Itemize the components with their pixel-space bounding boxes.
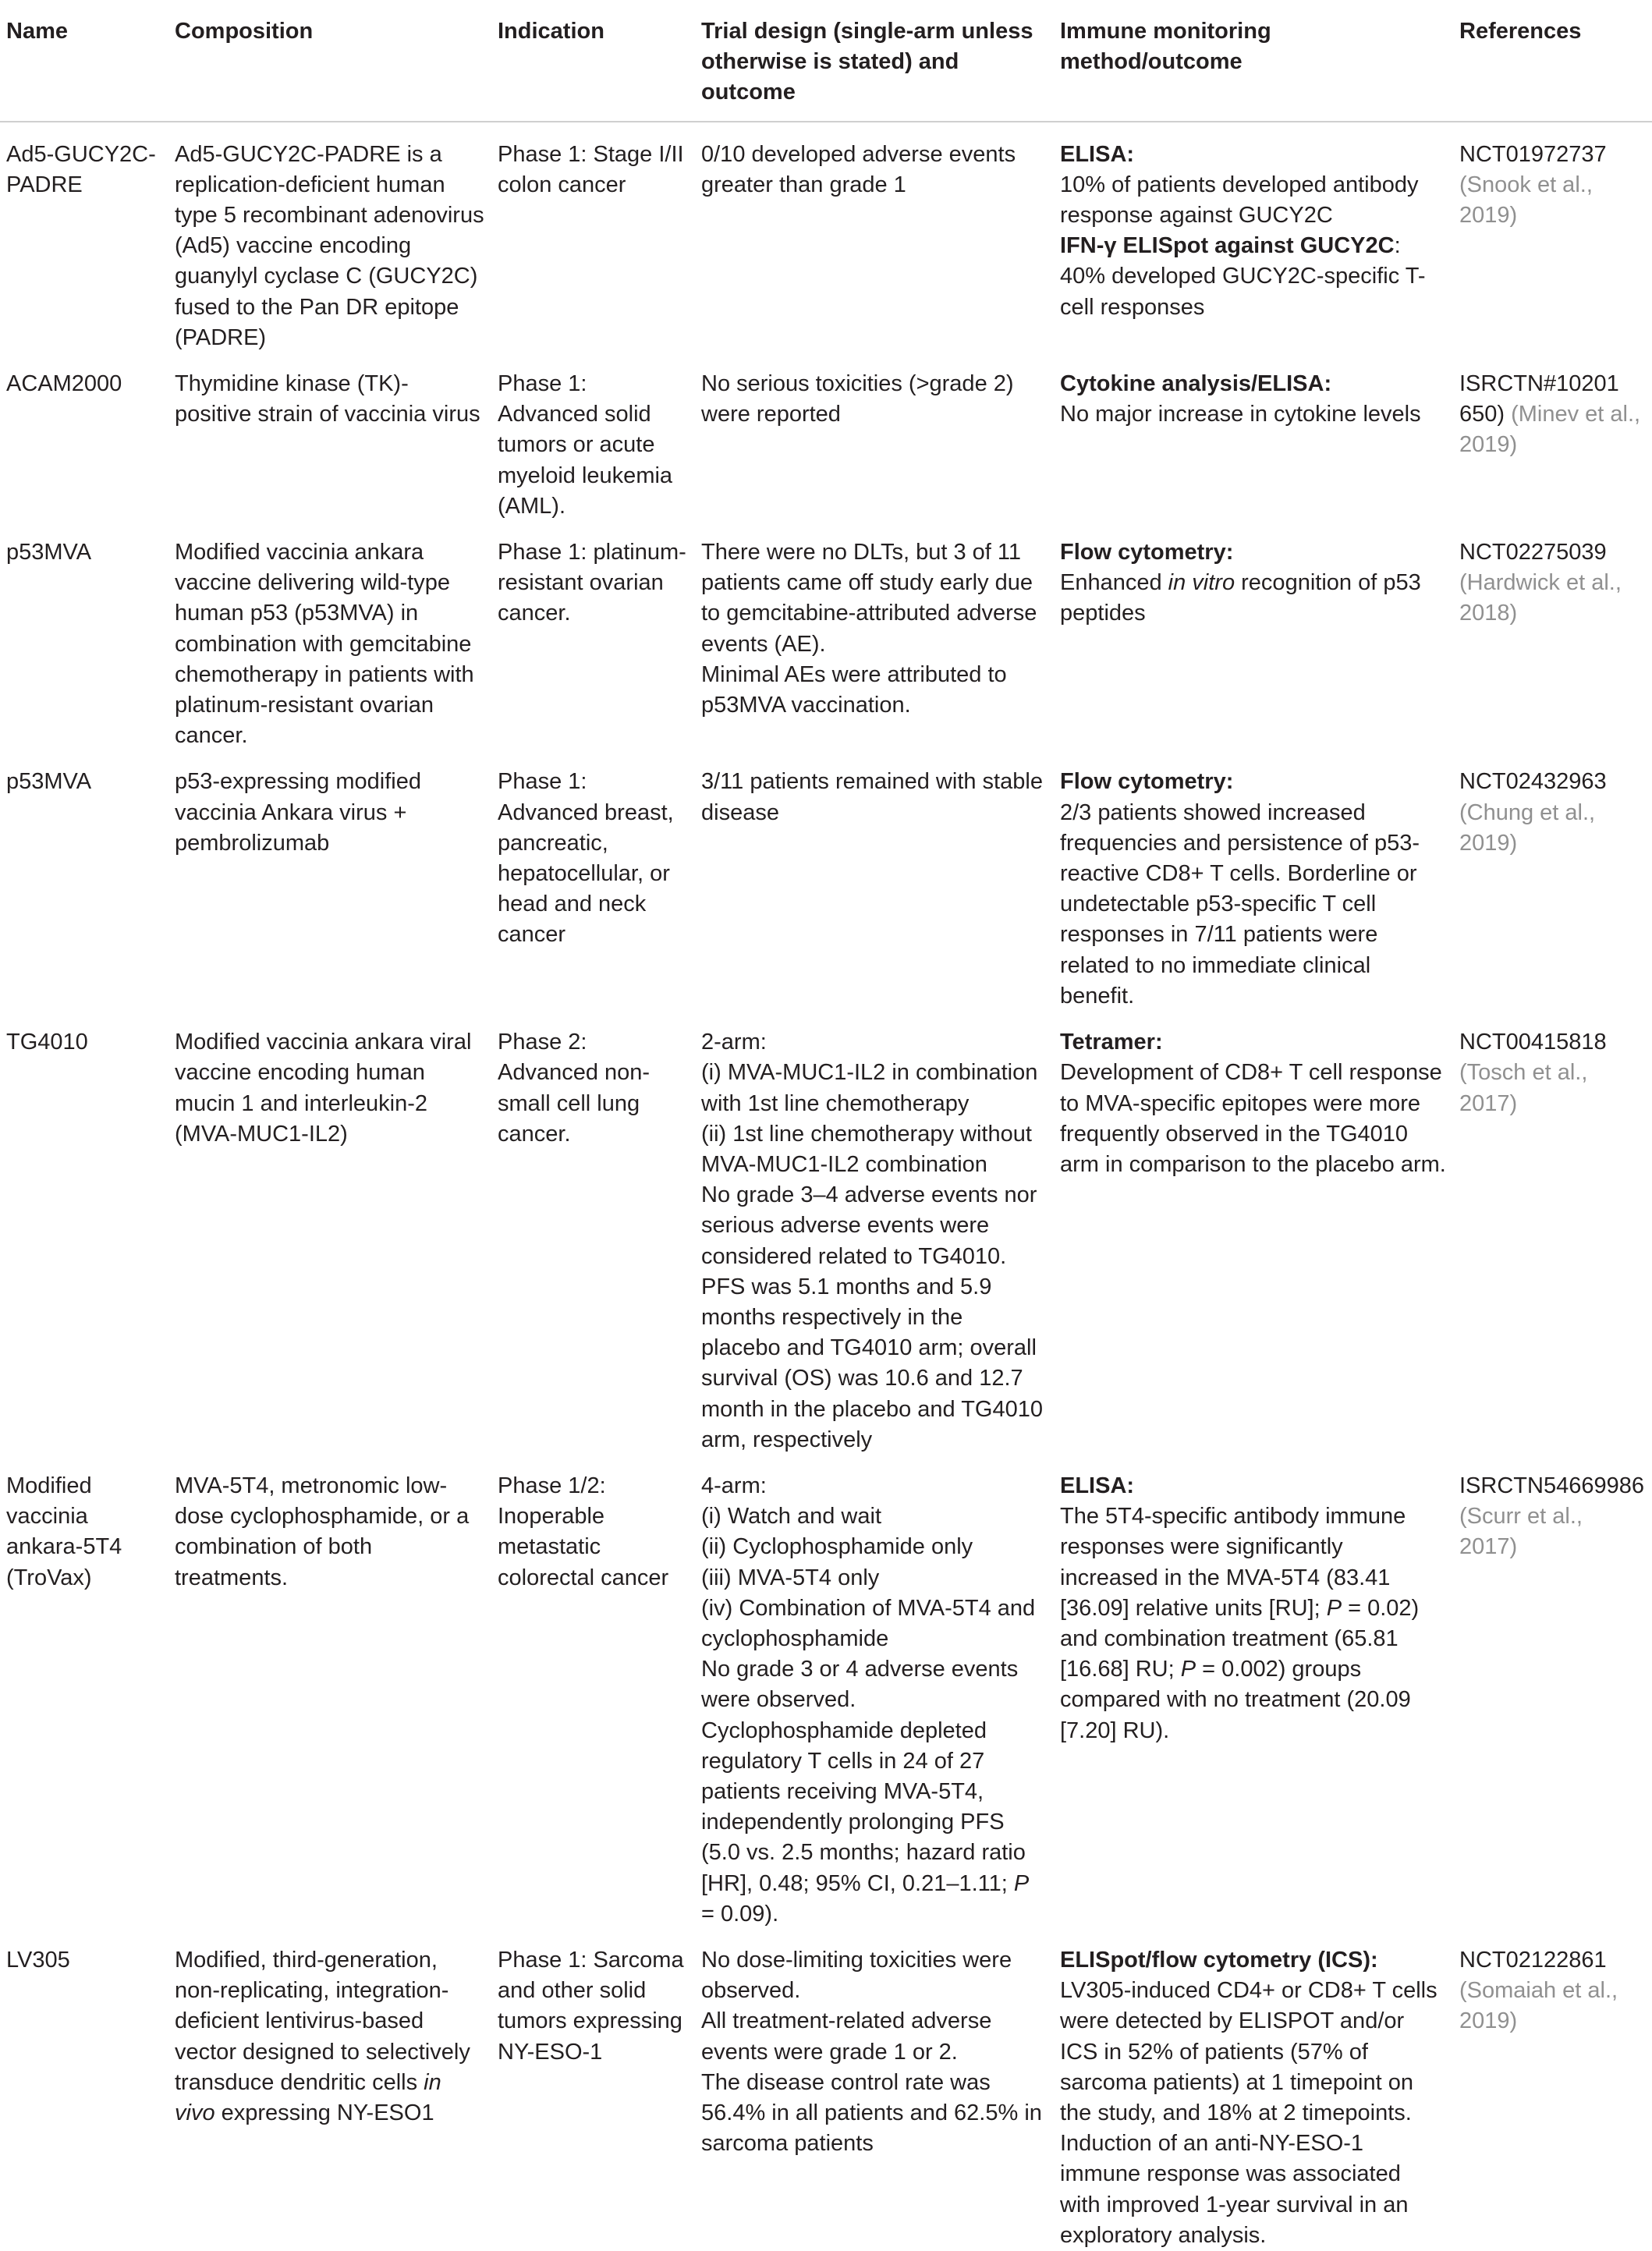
trial-design-text: No dose-limiting toxicities were observed. [701,1947,1012,2004]
trial-design-text: (i) MVA-MUC1-IL2 in combination with 1st line chemotherapy [701,1060,1038,1116]
trial-design-text: PFS was 5.1 months and 5.9 months respectively in the placebo and TG4010 arm; overall survival (OS) was 10.6 and 12.7 month in the placebo and TG4010 arm, respectively [701,1274,1044,1452]
trial-design-paragraph [701,767,1048,828]
cell-immune-monitoring [1054,1012,1453,1455]
reference-id: NCT02122861 [1459,1947,1607,1973]
clinical-trials-table [0,12,1652,2251]
cell-composition [168,522,491,751]
immune-paragraph [1060,1058,1447,1180]
trial-design-paragraph [701,1716,1048,1930]
immune-text: Development of CD8+ T cell response to MVA-specific epitopes were more frequently observed in the TG4010 arm in comparison to the placebo arm. [1060,1060,1446,1177]
trial-design-paragraph [701,1471,1048,1501]
immune-paragraph [1060,1976,1447,2129]
reference-citation-link[interactable]: (Somaiah et al., 2019) [1459,1978,1618,2034]
column-header-trial-design: Trial design (single-arm unless otherwise is stated) and outcome [695,12,1054,122]
indication-text: Phase 1: Advanced solid tumors or acute myeloid leukemia (AML). [498,371,673,519]
cell-immune-monitoring [1054,122,1453,353]
cell-immune-monitoring [1054,1455,1453,1930]
cell-trial-design [695,751,1054,1012]
immune-paragraph [1060,1945,1447,1976]
trial-design-text: 2-arm: [701,1030,767,1055]
immune-text: Enhanced [1060,570,1168,596]
immune-text: ELISA: [1060,141,1135,167]
cell-immune-monitoring [1054,1930,1453,2251]
immune-text: = 0.02) and combination treatment (65.81 [16.68] RU; [1060,1595,1420,1682]
cell-trial-design [695,1930,1054,2251]
cell-composition [168,1930,491,2251]
cell-composition [168,751,491,1012]
immune-paragraph [1060,798,1447,1012]
immune-text: Flow cytometry: [1060,540,1234,565]
reference-citation-link[interactable]: (Hardwick et al., 2018) [1459,570,1622,626]
table-row [0,1455,1652,1930]
cell-trial-design [695,522,1054,751]
immune-text: = 0.002) groups compared with no treatment (20.09 [7.20] RU). [1060,1657,1411,1743]
immune-paragraph [1060,369,1447,399]
composition-paragraph [175,1945,485,2129]
cell-immune-monitoring [1054,353,1453,522]
table-row [0,353,1652,522]
immune-text: Cytokine analysis/ELISA: [1060,371,1332,397]
indication-paragraph [498,1027,689,1150]
trial-design-text: Cyclophosphamide depleted regulatory T cells in 24 of 27 patients receiving MVA-5T4, independently prolonging PFS (5.0 vs. 2.5 months; hazard ratio [HR], 0.48; 95% CI, 0.21–1.11; [701,1717,1026,1896]
cell-references [1453,122,1652,353]
trial-design-text: No serious toxicities (>grade 2) were reported [701,371,1014,427]
composition-text: p53-expressing modified vaccinia Ankara virus + pembrolizumab [175,769,421,856]
name-text: p53MVA [6,540,92,565]
immune-text: Tetramer: [1060,1030,1163,1055]
trial-design-text: (ii) 1st line chemotherapy without MVA-MUC1-IL2 combination [701,1121,1032,1177]
trial-design-text: (iv) Combination of MVA-5T4 and cyclophosphamide [701,1595,1036,1651]
name-text: TG4010 [6,1030,88,1055]
indication-paragraph [498,1471,689,1593]
reference-id: NCT00415818 [1459,1030,1607,1055]
trial-design-paragraph [701,1593,1048,1654]
trial-design-paragraph [701,2006,1048,2067]
cell-name [0,522,168,751]
composition-paragraph [175,767,485,859]
cell-name [0,122,168,353]
cell-name [0,1455,168,1930]
trial-design-text: The disease control rate was 56.4% in all patients and 62.5% in sarcoma patients [701,2069,1042,2157]
column-header-indication: Indication [491,12,695,122]
composition-paragraph [175,369,485,430]
reference-citation-link[interactable]: (Minev et al., 2019) [1459,402,1641,458]
reference-id: NCT02432963 [1459,769,1607,795]
cell-trial-design [695,122,1054,353]
cell-trial-design [695,1012,1054,1455]
indication-text: Phase 1/2: Inoperable metastatic colorectal cancer [498,1473,669,1590]
immune-paragraph [1060,1501,1447,1746]
reference-id: NCT01972737 [1459,141,1607,167]
indication-paragraph [498,1945,689,2068]
immune-text: P [1326,1595,1342,1621]
trial-design-paragraph [701,1563,1048,1593]
table-row [0,1930,1652,2251]
immune-text: Flow cytometry: [1060,769,1234,795]
trial-design-paragraph [701,1180,1048,1272]
trial-design-paragraph [701,1501,1048,1532]
trial-design-paragraph [701,2068,1048,2160]
cell-references [1453,751,1652,1012]
immune-text: : [1394,233,1401,259]
indication-text: Phase 1: Sarcoma and other solid tumors expressing NY-ESO-1 [498,1947,684,2065]
cell-composition [168,353,491,522]
trial-design-paragraph [701,1058,1048,1118]
trial-design-text: (i) Watch and wait [701,1504,881,1530]
name-text: PADRE [6,172,83,197]
column-header-references: References [1453,12,1652,122]
reference-citation-link[interactable]: (Tosch et al., 2017) [1459,1060,1588,1116]
indication-paragraph [498,767,689,950]
trial-design-paragraph [701,1532,1048,1562]
trial-design-paragraph [701,660,1048,721]
immune-paragraph [1060,399,1447,430]
composition-text: MVA-5T4, metronomic low-dose cyclophosphamide, or a combination of both treatments. [175,1473,470,1590]
immune-text: in vitro [1168,570,1235,596]
cell-immune-monitoring [1054,522,1453,751]
immune-paragraph [1060,767,1447,797]
immune-text: 10% of patients developed antibody response against GUCY2C [1060,172,1419,229]
cell-name [0,1012,168,1455]
reference-citation-link[interactable]: (Snook et al., 2019) [1459,172,1593,229]
cell-composition [168,1455,491,1930]
indication-paragraph [498,537,689,629]
cell-indication [491,751,695,1012]
immune-paragraph [1060,231,1447,261]
reference-id: ISRCTN#10201 650) [1459,371,1619,427]
name-text: Ad5-GUCY2C- [6,141,156,167]
immune-text: LV305-induced CD4+ or CD8+ T cells were detected by ELISPOT and/or ICS in 52% of patients (57% of sarcoma patients) at 1 timepoint on the study, and 18% at 2 timepoints. [1060,1978,1438,2125]
name-text: LV305 [6,1947,70,1973]
indication-text: Phase 1: Stage I/II colon cancer [498,141,684,197]
trial-design-text: (ii) Cyclophosphamide only [701,1534,973,1560]
composition-text: Modified vaccinia ankara vaccine delivering wild-type human p53 (p53MVA) in combination with gemcitabine chemotherapy in patients with platinum-resistant ovarian cancer. [175,540,474,749]
immune-text: P [1180,1657,1196,1682]
composition-paragraph [175,140,485,353]
composition-text: Thymidine kinase (TK)-positive strain of vaccinia virus [175,371,480,427]
immune-text: 2/3 patients showed increased frequencies and persistence of p53-reactive CD8+ T cells. Borderline or undetectable p53-specific T cell responses in 7/11 patients were related to no immediate clinical benefit. [1060,799,1420,1009]
cell-references [1453,1930,1652,2251]
immune-paragraph [1060,170,1447,231]
name-text: p53MVA [6,769,92,795]
cell-indication [491,1012,695,1455]
composition-text: Modified vaccinia ankara viral vaccine encoding human mucin 1 and interleukin-2 (MVA-MUC1-IL2) [175,1030,472,1147]
immune-text: ELISpot/flow cytometry (ICS): [1060,1947,1378,1973]
trial-design-text: All treatment-related adverse events were grade 1 or 2. [701,2008,992,2065]
trial-design-paragraph [701,140,1048,200]
table-row [0,1012,1652,1455]
composition-paragraph [175,1027,485,1150]
trial-design-text: 3/11 patients remained with stable disease [701,769,1043,825]
trial-design-paragraph [701,369,1048,430]
immune-paragraph [1060,2129,1447,2251]
column-header-name: Name [0,12,168,122]
immune-paragraph [1060,1027,1447,1058]
trial-design-text: P [1013,1870,1030,1896]
immune-paragraph [1060,537,1447,568]
cell-composition [168,1012,491,1455]
immune-text: Induction of an anti-NY-ESO-1 immune response was associated with improved 1-year survival in an exploratory analysis. [1060,2131,1409,2248]
trial-design-text: No grade 3–4 adverse events nor serious adverse events were considered related to TG4010. [701,1182,1037,1269]
immune-text: recognition of p53 peptides [1060,570,1421,626]
trial-design-text: There were no DLTs, but 3 of 11 patients came off study early due to gemcitabine-attributed adverse events (AE). [701,540,1037,657]
reference-citation-link[interactable]: (Scurr et al., 2017) [1459,1504,1583,1560]
table-body [0,122,1652,2251]
column-header-immune-monitoring: Immune monitoring method/outcome [1054,12,1453,122]
header-row [0,12,1652,122]
name-text: Modified vaccinia ankara-5T4 (TroVax) [6,1473,122,1590]
trial-design-text: No grade 3 or 4 adverse events were observed. [701,1657,1019,1713]
immune-text: ELISA: [1060,1473,1135,1498]
cell-indication [491,1455,695,1930]
immune-paragraph [1060,1471,1447,1501]
indication-paragraph [498,369,689,522]
immune-paragraph [1060,568,1447,629]
cell-trial-design [695,1455,1054,1930]
trial-design-paragraph [701,1272,1048,1455]
cell-name [0,751,168,1012]
trial-design-text: Minimal AEs were attributed to p53MVA vaccination. [701,661,1007,718]
cell-name [0,1930,168,2251]
composition-text: in vivo [175,2069,441,2125]
cell-immune-monitoring [1054,751,1453,1012]
cell-references [1453,522,1652,751]
trial-design-text: (iii) MVA-5T4 only [701,1565,880,1590]
cell-indication [491,353,695,522]
composition-paragraph [175,1471,485,1593]
reference-id: ISRCTN54669986 [1459,1473,1644,1498]
trial-design-text: 4-arm: [701,1473,767,1498]
indication-text: Phase 1: Advanced breast, pancreatic, hepatocellular, or head and neck cancer [498,769,674,948]
trial-design-paragraph [701,1027,1048,1058]
composition-paragraph [175,537,485,751]
immune-paragraph [1060,140,1447,170]
cell-references [1453,353,1652,522]
trial-design-text: 0/10 developed adverse events greater than grade 1 [701,141,1016,197]
indication-paragraph [498,140,689,200]
indication-text: Phase 2: Advanced non-small cell lung cancer. [498,1030,651,1147]
trial-design-paragraph [701,1654,1048,1715]
cell-references [1453,1012,1652,1455]
immune-text: IFN-γ ELISpot against GUCY2C [1060,233,1395,259]
composition-text: Ad5-GUCY2C-PADRE is a replication-deficient human type 5 recombinant adenovirus (Ad5) vaccine encoding guanylyl cyclase C (GUCY2C) fused to the Pan DR epitope (PADRE) [175,141,484,350]
table-row [0,122,1652,353]
cell-trial-design [695,353,1054,522]
immune-text: No major increase in cytokine levels [1060,402,1421,427]
name-text: ACAM2000 [6,371,122,397]
trial-design-paragraph [701,1945,1048,2006]
cell-references [1453,1455,1652,1930]
immune-text: The 5T4-specific antibody immune responses were significantly increased in the MVA-5T4 (83.41 [36.09] relative units [RU]; [1060,1504,1406,1621]
trial-design-paragraph [701,537,1048,660]
cell-indication [491,1930,695,2251]
trial-design-text: = 0.09). [701,1901,779,1927]
table-row [0,522,1652,751]
composition-text: Modified, third-generation, non-replicating, integration-deficient lentivirus-based vector designed to selectively transduce dendritic cells [175,1947,470,2095]
reference-id: NCT02275039 [1459,540,1607,565]
indication-text: Phase 1: platinum-resistant ovarian cancer. [498,540,686,626]
cell-indication [491,522,695,751]
cell-composition [168,122,491,353]
cell-name [0,353,168,522]
composition-text: expressing NY-ESO1 [214,2100,434,2125]
reference-citation-link[interactable]: (Chung et al., 2019) [1459,799,1596,856]
column-header-composition: Composition [168,12,491,122]
immune-paragraph [1060,261,1447,322]
cell-indication [491,122,695,353]
trial-design-paragraph [701,1119,1048,1180]
table-row [0,751,1652,1012]
immune-text: 40% developed GUCY2C-specific T-cell responses [1060,264,1426,320]
